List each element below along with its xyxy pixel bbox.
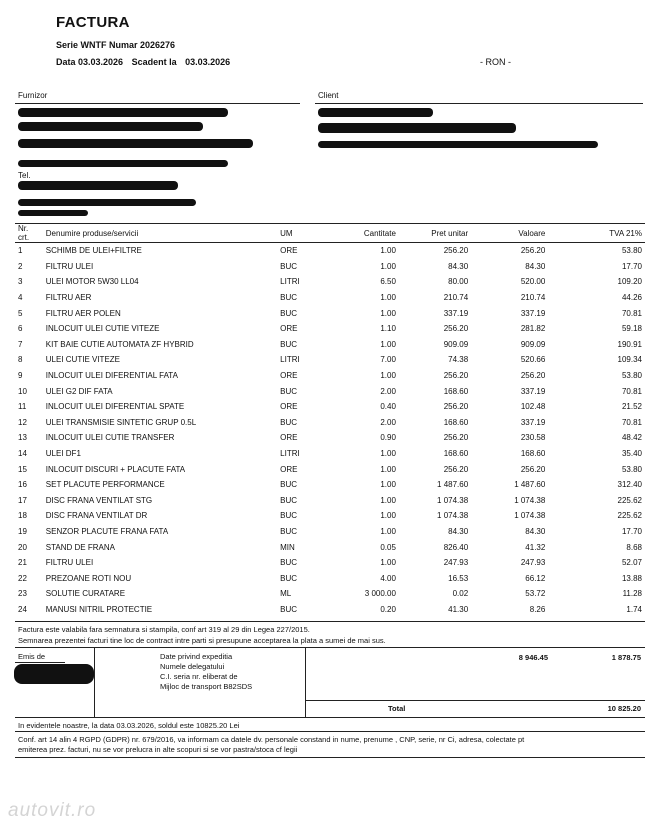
table-row xyxy=(15,477,645,493)
tel-label: Tel. xyxy=(18,171,31,180)
cell-um: BUC xyxy=(280,604,298,614)
cell-nr: 1 xyxy=(18,246,23,256)
cell-qty: 0.40 xyxy=(380,402,396,412)
table-row xyxy=(15,368,645,384)
cell-vat: 13.88 xyxy=(621,573,642,583)
cell-value: 53.72 xyxy=(525,589,546,599)
table-row xyxy=(15,602,645,618)
cell-um: ORE xyxy=(280,246,298,256)
cell-value: 256.20 xyxy=(520,464,546,474)
cell-um: BUC xyxy=(280,261,298,271)
cell-vat: 70.81 xyxy=(621,417,642,427)
cell-value: 256.20 xyxy=(520,246,546,256)
table-row xyxy=(15,305,645,321)
cell-um: LITRI xyxy=(280,355,300,365)
cell-value: 337.19 xyxy=(520,308,546,318)
cell-nr: 2 xyxy=(18,261,23,271)
table-row xyxy=(15,508,645,524)
cell-unit-price: 337.19 xyxy=(443,308,469,318)
cell-vat: 35.40 xyxy=(621,449,642,459)
redacted-client-reg xyxy=(318,123,516,133)
cell-value: 1 487.60 xyxy=(514,480,546,490)
cell-unit-price: 909.09 xyxy=(443,339,469,349)
redacted-client-address xyxy=(318,141,598,148)
cell-um: BUC xyxy=(280,480,298,490)
col-nr: Nr. crt. xyxy=(15,224,43,243)
table-header-row xyxy=(15,224,645,243)
cell-unit-price: 256.20 xyxy=(443,402,469,412)
cell-nr: 21 xyxy=(18,558,27,568)
cell-vat: 53.80 xyxy=(621,464,642,474)
id-card: C.I. seria nr. eliberat de xyxy=(160,672,238,681)
col-um: UM xyxy=(277,224,337,243)
furnizor-label: Furnizor xyxy=(18,91,48,100)
cell-value: 84.30 xyxy=(525,526,546,536)
col-vat: TVA 21% xyxy=(548,224,645,243)
cell-nr: 19 xyxy=(18,526,27,536)
cell-vat: 8.68 xyxy=(626,542,642,552)
cell-vat: 21.52 xyxy=(621,402,642,412)
table-row xyxy=(15,337,645,353)
cell-um: BUC xyxy=(280,339,298,349)
cell-name: INLOCUIT ULEI DIFERENTIAL FATA xyxy=(45,371,178,381)
cell-unit-price: 1 487.60 xyxy=(437,480,469,490)
gdpr-divider xyxy=(15,757,645,758)
cell-qty: 0.90 xyxy=(380,433,396,443)
cell-value: 1 074.38 xyxy=(514,511,546,521)
cell-value: 8.26 xyxy=(529,604,546,614)
balance-divider xyxy=(15,731,645,732)
invoice-serie: Serie WNTF Numar 2026276 xyxy=(56,40,176,50)
cell-name: FILTRU AER xyxy=(45,293,92,303)
cell-name: SCHIMB DE ULEI+FILTRE xyxy=(45,246,142,256)
col-qty: Cantitate xyxy=(337,224,399,243)
invoice-dates xyxy=(56,57,236,67)
footer-divider-2 xyxy=(305,648,306,718)
cell-name: SENZOR PLACUTE FRANA FATA xyxy=(45,526,169,536)
cell-qty: 1.00 xyxy=(380,261,396,271)
cell-um: BUC xyxy=(280,526,298,536)
col-name: Denumire produse/servicii xyxy=(43,224,277,243)
cell-vat: 48.42 xyxy=(621,433,642,443)
cell-vat: 312.40 xyxy=(617,480,642,490)
emis-label: Emis de xyxy=(18,652,46,661)
cell-name: INLOCUIT DISCURI + PLACUTE FATA xyxy=(45,464,186,474)
cell-um: BUC xyxy=(280,417,298,427)
cell-qty: 1.00 xyxy=(380,371,396,381)
cell-value: 337.19 xyxy=(520,386,546,396)
items-body xyxy=(15,243,645,618)
cell-um: ORE xyxy=(280,464,298,474)
cell-value: 909.09 xyxy=(520,339,546,349)
cell-vat: 52.07 xyxy=(621,558,642,568)
watermark-logo: autovit.ro xyxy=(8,800,97,821)
notes-bottom-divider xyxy=(15,647,645,648)
cell-vat: 70.81 xyxy=(621,386,642,396)
invoice-date: Data 03.03.2026 xyxy=(56,57,124,67)
currency-label: - RON - xyxy=(480,57,511,67)
cell-qty: 3 000.00 xyxy=(364,589,396,599)
cell-um: ORE xyxy=(280,402,298,412)
gdpr-note-2: emiterea prez. facturi, nu se vor prelucra in alte scopuri si se vor pastra/stoca cf legii xyxy=(18,745,298,754)
cell-nr: 23 xyxy=(18,589,27,599)
notes-top-divider xyxy=(15,621,645,622)
expedition-title: Date privind expeditia xyxy=(160,652,233,661)
cell-nr: 18 xyxy=(18,511,27,521)
cell-nr: 4 xyxy=(18,293,23,303)
cell-name: DISC FRANA VENTILAT DR xyxy=(45,511,148,521)
cell-unit-price: 168.60 xyxy=(443,449,469,459)
cell-unit-price: 168.60 xyxy=(443,417,469,427)
redacted-supplier-email xyxy=(18,181,178,190)
total-label: Total xyxy=(388,704,406,713)
redacted-emitter xyxy=(14,664,94,684)
cell-unit-price: 80.00 xyxy=(448,277,469,287)
redacted-supplier-address xyxy=(18,160,228,167)
cell-name: ULEI TRANSMISIE SINTETIC GRUP 0.5L xyxy=(45,417,197,427)
table-row xyxy=(15,259,645,275)
redacted-supplier-reg xyxy=(18,122,203,131)
cell-unit-price: 74.38 xyxy=(448,355,469,365)
cell-value: 230.58 xyxy=(520,433,546,443)
cell-um: BUC xyxy=(280,511,298,521)
table-row xyxy=(15,415,645,431)
cell-nr: 10 xyxy=(18,386,27,396)
cell-unit-price: 256.20 xyxy=(443,324,469,334)
cell-um: ORE xyxy=(280,371,298,381)
cell-unit-price: 84.30 xyxy=(448,526,469,536)
cell-vat: 59.18 xyxy=(621,324,642,334)
cell-nr: 8 xyxy=(18,355,23,365)
table-row xyxy=(15,461,645,477)
cell-value: 210.74 xyxy=(520,293,546,303)
table-row xyxy=(15,352,645,368)
cell-nr: 6 xyxy=(18,324,23,334)
cell-unit-price: 0.02 xyxy=(452,589,469,599)
cell-nr: 3 xyxy=(18,277,23,287)
cell-nr: 17 xyxy=(18,495,27,505)
cell-nr: 7 xyxy=(18,339,23,349)
cell-unit-price: 168.60 xyxy=(443,386,469,396)
transport: Mijloc de transport B82SDS xyxy=(160,682,253,691)
table-row xyxy=(15,570,645,586)
subtotal-value: 8 946.45 xyxy=(518,653,548,662)
cell-name: PREZOANE ROTI NOU xyxy=(45,573,132,583)
cell-value: 337.19 xyxy=(520,417,546,427)
cell-vat: 225.62 xyxy=(617,495,642,505)
cell-um: BUC xyxy=(280,293,298,303)
table-row xyxy=(15,290,645,306)
cell-name: INLOCUIT ULEI DIFERENTIAL SPATE xyxy=(45,402,185,412)
cell-unit-price: 256.20 xyxy=(443,371,469,381)
cell-name: STAND DE FRANA xyxy=(45,542,115,552)
emis-underline xyxy=(15,662,65,663)
cell-unit-price: 41.30 xyxy=(448,604,469,614)
total-bottom-divider xyxy=(15,717,645,718)
cell-um: ORE xyxy=(280,324,298,334)
due-label: Scadent la xyxy=(131,57,177,67)
cell-qty: 1.00 xyxy=(380,449,396,459)
cell-value: 41.32 xyxy=(525,542,546,552)
cell-qty: 1.10 xyxy=(380,324,396,334)
cell-vat: 44.26 xyxy=(621,293,642,303)
table-row xyxy=(15,274,645,290)
client-divider xyxy=(315,103,643,104)
subtotal-vat: 1 878.75 xyxy=(611,653,641,662)
cell-vat: 1.74 xyxy=(626,604,642,614)
balance-note: In evidentele noastre, la data 03.03.2026, soldul este 10825.20 Lei xyxy=(18,721,240,730)
cell-qty: 1.00 xyxy=(380,526,396,536)
cell-unit-price: 210.74 xyxy=(443,293,469,303)
total-value: 10 825.20 xyxy=(607,704,641,713)
contract-note: Semnarea prezentei facturi tine loc de contract intre parti si presupune acceptarea la plata a sumei de mai sus. xyxy=(18,636,386,645)
cell-unit-price: 256.20 xyxy=(443,464,469,474)
cell-vat: 17.70 xyxy=(621,526,642,536)
cell-um: ML xyxy=(280,589,292,599)
cell-um: LITRI xyxy=(280,277,300,287)
cell-qty: 7.00 xyxy=(380,355,396,365)
cell-nr: 20 xyxy=(18,542,27,552)
cell-vat: 53.80 xyxy=(621,246,642,256)
cell-qty: 1.00 xyxy=(380,339,396,349)
cell-qty: 1.00 xyxy=(380,558,396,568)
cell-nr: 12 xyxy=(18,417,27,427)
cell-qty: 1.00 xyxy=(380,293,396,303)
cell-um: BUC xyxy=(280,308,298,318)
cell-nr: 11 xyxy=(18,402,27,412)
table-row xyxy=(15,383,645,399)
cell-nr: 24 xyxy=(18,604,27,614)
cell-name: FILTRU AER POLEN xyxy=(45,308,121,318)
cell-qty: 0.20 xyxy=(380,604,396,614)
items-table xyxy=(15,223,645,617)
cell-value: 84.30 xyxy=(525,261,546,271)
validity-note: Factura este valabila fara semnatura si stampila, conf art 319 al 29 din Legea 227/2015. xyxy=(18,625,310,634)
client-label: Client xyxy=(318,91,339,100)
cell-um: ORE xyxy=(280,433,298,443)
cell-um: BUC xyxy=(280,495,298,505)
cell-qty: 0.05 xyxy=(380,542,396,552)
cell-qty: 1.00 xyxy=(380,495,396,505)
cell-name: ULEI MOTOR 5W30 LL04 xyxy=(45,277,139,287)
cell-vat: 109.20 xyxy=(617,277,642,287)
cell-unit-price: 826.40 xyxy=(443,542,469,552)
cell-qty: 1.00 xyxy=(380,480,396,490)
table-row xyxy=(15,493,645,509)
cell-unit-price: 256.20 xyxy=(443,433,469,443)
cell-vat: 17.70 xyxy=(621,261,642,271)
cell-um: LITRI xyxy=(280,449,300,459)
cell-name: SOLUTIE CURATARE xyxy=(45,589,126,599)
cell-nr: 15 xyxy=(18,464,27,474)
cell-name: ULEI DF1 xyxy=(45,449,81,459)
cell-nr: 22 xyxy=(18,573,27,583)
cell-vat: 70.81 xyxy=(621,308,642,318)
redacted-client-name xyxy=(318,108,433,117)
cell-um: BUC xyxy=(280,386,298,396)
cell-vat: 11.28 xyxy=(622,589,642,599)
cell-qty: 4.00 xyxy=(380,573,396,583)
cell-qty: 1.00 xyxy=(380,308,396,318)
cell-name: MANUSI NITRIL PROTECTIE xyxy=(45,604,153,614)
cell-qty: 2.00 xyxy=(380,386,396,396)
cell-nr: 13 xyxy=(18,433,27,443)
delegate-name: Numele delegatului xyxy=(160,662,225,671)
cell-value: 168.60 xyxy=(520,449,546,459)
col-unit-price: Pret unitar xyxy=(399,224,471,243)
cell-unit-price: 84.30 xyxy=(448,261,469,271)
cell-value: 66.12 xyxy=(525,573,546,583)
table-row xyxy=(15,524,645,540)
cell-um: BUC xyxy=(280,573,298,583)
due-date: 03.03.2026 xyxy=(185,57,231,67)
cell-value: 520.66 xyxy=(520,355,546,365)
cell-name: SET PLACUTE PERFORMANCE xyxy=(45,480,165,490)
cell-qty: 6.50 xyxy=(380,277,396,287)
cell-name: ULEI CUTIE VITEZE xyxy=(45,355,120,365)
cell-unit-price: 247.93 xyxy=(443,558,469,568)
cell-unit-price: 1 074.38 xyxy=(437,511,469,521)
cell-um: MIN xyxy=(280,542,295,552)
cell-value: 256.20 xyxy=(520,371,546,381)
redacted-supplier-name xyxy=(18,108,228,117)
table-row xyxy=(15,586,645,602)
cell-name: KIT BAIE CUTIE AUTOMATA ZF HYBRID xyxy=(45,339,194,349)
cell-nr: 14 xyxy=(18,449,27,459)
redacted-supplier-bank xyxy=(18,199,196,206)
gdpr-note-1: Conf. art 14 alin 4 RGPD (GDPR) nr. 679/2016, va informam ca datele dv. personale constand in nume, prenume , CNP, serie, nr Ci, adresa, colectate pt xyxy=(18,735,525,744)
cell-name: FILTRU ULEI xyxy=(45,558,94,568)
cell-vat: 190.91 xyxy=(617,339,642,349)
col-value: Valoare xyxy=(471,224,548,243)
cell-nr: 9 xyxy=(18,371,23,381)
cell-unit-price: 1 074.38 xyxy=(437,495,469,505)
table-row xyxy=(15,555,645,571)
table-row xyxy=(15,430,645,446)
cell-name: INLOCUIT ULEI CUTIE TRANSFER xyxy=(45,433,175,443)
cell-qty: 1.00 xyxy=(380,511,396,521)
table-row xyxy=(15,539,645,555)
redacted-supplier-bank2 xyxy=(18,210,88,216)
cell-value: 1 074.38 xyxy=(514,495,546,505)
cell-um: BUC xyxy=(280,558,298,568)
cell-vat: 109.34 xyxy=(617,355,642,365)
cell-value: 520.00 xyxy=(520,277,546,287)
furnizor-divider xyxy=(15,103,300,104)
cell-unit-price: 256.20 xyxy=(443,246,469,256)
cell-value: 281.82 xyxy=(520,324,546,334)
cell-nr: 5 xyxy=(18,308,23,318)
redacted-supplier-cif xyxy=(18,139,253,148)
invoice-title: FACTURA xyxy=(56,14,130,31)
footer-divider-1 xyxy=(94,648,95,718)
cell-value: 247.93 xyxy=(520,558,546,568)
table-row xyxy=(15,321,645,337)
table-row xyxy=(15,446,645,462)
cell-unit-price: 16.53 xyxy=(448,573,469,583)
cell-name: DISC FRANA VENTILAT STG xyxy=(45,495,153,505)
cell-vat: 225.62 xyxy=(617,511,642,521)
cell-name: INLOCUIT ULEI CUTIE VITEZE xyxy=(45,324,160,334)
cell-vat: 53.80 xyxy=(621,371,642,381)
total-top-divider xyxy=(305,700,645,701)
cell-nr: 16 xyxy=(18,480,27,490)
cell-name: FILTRU ULEI xyxy=(45,261,94,271)
cell-value: 102.48 xyxy=(520,402,546,412)
cell-name: ULEI G2 DIF FATA xyxy=(45,386,113,396)
cell-qty: 1.00 xyxy=(380,464,396,474)
cell-qty: 1.00 xyxy=(380,246,396,256)
table-row xyxy=(15,399,645,415)
cell-qty: 2.00 xyxy=(380,417,396,427)
table-row xyxy=(15,243,645,259)
